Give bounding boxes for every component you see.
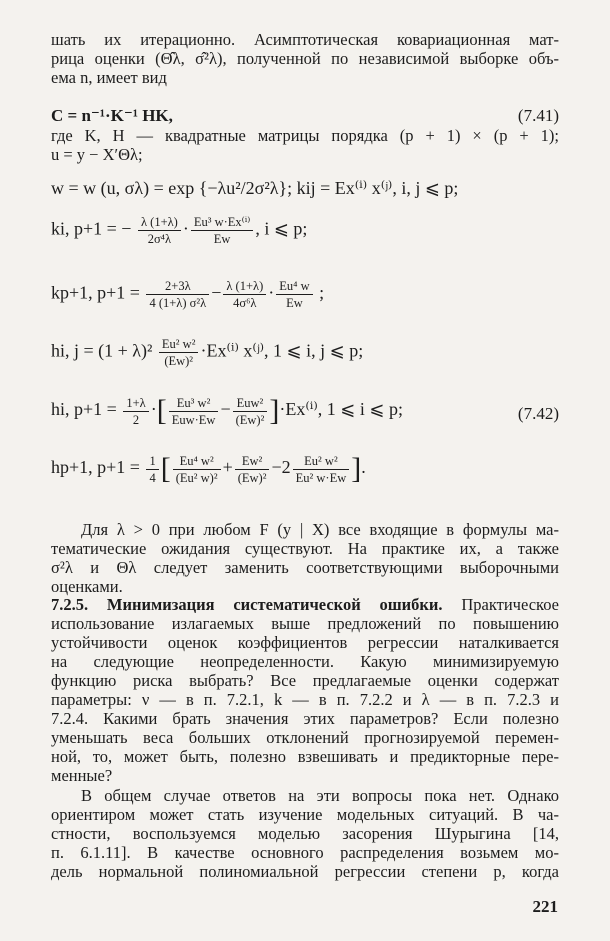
equation-k-p1-p1: kp+1, p+1 = $\frac{2+3\lambda}{\text{4 (1+λ) σ²λ}}$ − $\frac{\lambda (1+\lambda)}{\text{4σ⁶λ}}$ · $\frac{\text{Eu⁴ w}}{Ew}$ ; bbox=[51, 279, 325, 310]
fraction: $\frac{\text{Eu³ w²}}{\text{Euw·Ew}}$ bbox=[169, 395, 219, 428]
text-line: устойчивости оценок коэффициентов регрессии наталкивается bbox=[51, 633, 559, 652]
text-line: ема n, имеет вид bbox=[51, 68, 167, 87]
equation-weight: w = w (u, σλ) = exp {−λu²/2σ²λ}; kij = Ex⁽ⁱ⁾ x⁽ʲ⁾, i, j ⩽ p; bbox=[51, 178, 459, 198]
equation-h-i-p1: hi, p+1 = $\frac{1+\lambda}{2}$ ·[ $\frac{\text{Eu³ w²}}{\text{Euw·Ew}}$ − $\frac{\text{Euw²}}{\text{(Ew)²}}$ ]·Ex⁽ⁱ⁾, 1 ⩽ i ⩽ p; bbox=[51, 394, 403, 427]
text-line: стности, воспользуемся моделью засорения Шурыгина [14, bbox=[51, 824, 559, 843]
text-line: п. 6.1.11]. В качестве основного распределения возьмем мо- bbox=[51, 843, 559, 862]
equation-h-p1-p1: hp+1, p+1 = $\frac{1}{4}$ [ $\frac{\text{Eu⁴ w²}}{\text{(Eu² w)²}}$ + $\frac{\text{Ew²}}{\text{(Ew)²}}$ −2 $\frac{\text{Eu² w²}}{\text{Eu² w·Ew}}$ ]. bbox=[51, 452, 366, 485]
fraction: $\frac{\lambda (1+\lambda)}{\text{4σ⁶λ}}$ bbox=[223, 278, 266, 311]
fraction: $\frac{\lambda (1+\lambda)}{\text{2σ⁴λ}}$ bbox=[138, 214, 181, 247]
text-line: 7.2.4. Какими брать значения этих параметров? Если полезно bbox=[51, 709, 559, 728]
equation-h-i-j: hi, j = (1 + λ)² $\frac{\text{Eu² w²}}{\text{(Ew)²}}$ ·Ex⁽ⁱ⁾ x⁽ʲ⁾, 1 ⩽ i, j ⩽ p; bbox=[51, 337, 364, 368]
text-line: где K, H — квадратные матрицы порядка (p + 1) × (p + 1); bbox=[51, 126, 559, 145]
text-line: В общем случае ответов на эти вопросы пока нет. Однако bbox=[81, 786, 559, 805]
text-line: параметры: ν — в п. 7.2.1, k — в п. 7.2.2 и λ — в п. 7.2.3 и bbox=[51, 690, 559, 709]
fraction: $\frac{\text{Eu⁴ w}}{Ew}$ bbox=[276, 278, 312, 311]
text-line: рица оценки (Θ̂λ, σ̂²λ), полученной по независимой выборке объ- bbox=[51, 49, 559, 68]
text-line: тематические ожидания существуют. На практике их, а также bbox=[51, 539, 559, 558]
text-line: менные? bbox=[51, 766, 113, 785]
paragraph-general-case bbox=[51, 786, 559, 881]
text-line: функцию риска выбрать? Все предлагаемые оценки содержат bbox=[51, 671, 559, 690]
text-line: ной, то, может быть, полезно взвешивать и предикторные пере- bbox=[51, 747, 559, 766]
text-line: шать их итерационно. Асимптотическая ковариационная мат- bbox=[51, 30, 559, 49]
fraction: $\frac{\text{Euw²}}{\text{(Ew)²}}$ bbox=[233, 395, 268, 428]
equation-number-7-42: (7.42) bbox=[517, 404, 559, 423]
section-heading: 7.2.5. Минимизация систематической ошибки. bbox=[51, 595, 443, 614]
text-line: дель нормальной полиномиальной регрессии степени p, когда bbox=[51, 862, 559, 881]
text-line: σ²λ и Θλ следует заменить соответствующими выборочными bbox=[51, 558, 559, 577]
equation-k-i-p1: ki, p+1 = − $\frac{\lambda (1+\lambda)}{\text{2σ⁴λ}}$ · $\frac{\text{Eu³ w·Ex⁽ⁱ⁾}}{Ew}$ , i ⩽ p; bbox=[51, 215, 308, 246]
fraction: $\frac{2+3\lambda}{\text{4 (1+λ) σ²λ}}$ bbox=[146, 278, 209, 311]
fraction: $\frac{\text{Eu² w²}}{\text{Eu² w·Ew}}$ bbox=[293, 453, 350, 486]
text-line: ориентиром может стать изучение модельных ситуаций. В ча- bbox=[51, 805, 559, 824]
fraction: $\frac{\text{Ew²}}{\text{(Ew)²}}$ bbox=[235, 453, 270, 486]
text-line: Для λ > 0 при любом F (y | X) все входящие в формулы ма- bbox=[81, 520, 559, 539]
paragraph-intro bbox=[51, 30, 559, 87]
fraction: $\frac{\text{Eu⁴ w²}}{\text{(Eu² w)²}}$ bbox=[173, 453, 221, 486]
paragraph-where bbox=[51, 126, 559, 164]
text-line: на следующие неопределенности. Какую минимизируемую bbox=[51, 652, 559, 671]
paragraph-expectations bbox=[51, 520, 559, 596]
equation-number-7-41: (7.41) bbox=[517, 106, 559, 125]
fraction: $\frac{1}{4}$ bbox=[146, 453, 158, 486]
equation-7-41: C = n⁻¹·K⁻¹ HK, bbox=[51, 106, 173, 125]
section-7-2-5: 7.2.5. Минимизация систематической ошибки. Практическое использование излагаемых выше предложений по повышению устойчивости оценок коэффициентов регрессии наталкивается на следующие неопределенности. Какую минимизируемую функцию риска выбрать? Все предлагаемые оценки содержат параметры: ν — в п. 7.2.1, k — в п. 7.2.2 и λ — в п. 7.2.3 и 7.2.4. Какими брать значения этих параметров? Если полезно уменьшать веса больших отклонений прогнозируемой перемен- ной, то, может быть, полезно взвешивать и предикторные пере- менные? bbox=[51, 595, 559, 785]
page-number: 221 bbox=[532, 897, 558, 916]
text-line: уменьшать веса больших отклонений прогнозируемой перемен- bbox=[51, 728, 559, 747]
fraction: $\frac{1+\lambda}{2}$ bbox=[123, 395, 148, 428]
text-line: использование излагаемых выше предложений по повышению bbox=[51, 614, 559, 633]
fraction: $\frac{\text{Eu³ w·Ex⁽ⁱ⁾}}{Ew}$ bbox=[191, 214, 254, 247]
text-line: оценками. bbox=[51, 577, 123, 596]
fraction: $\frac{\text{Eu² w²}}{\text{(Ew)²}}$ bbox=[159, 336, 199, 369]
text-line: u = y − X′Θλ; bbox=[51, 145, 143, 164]
